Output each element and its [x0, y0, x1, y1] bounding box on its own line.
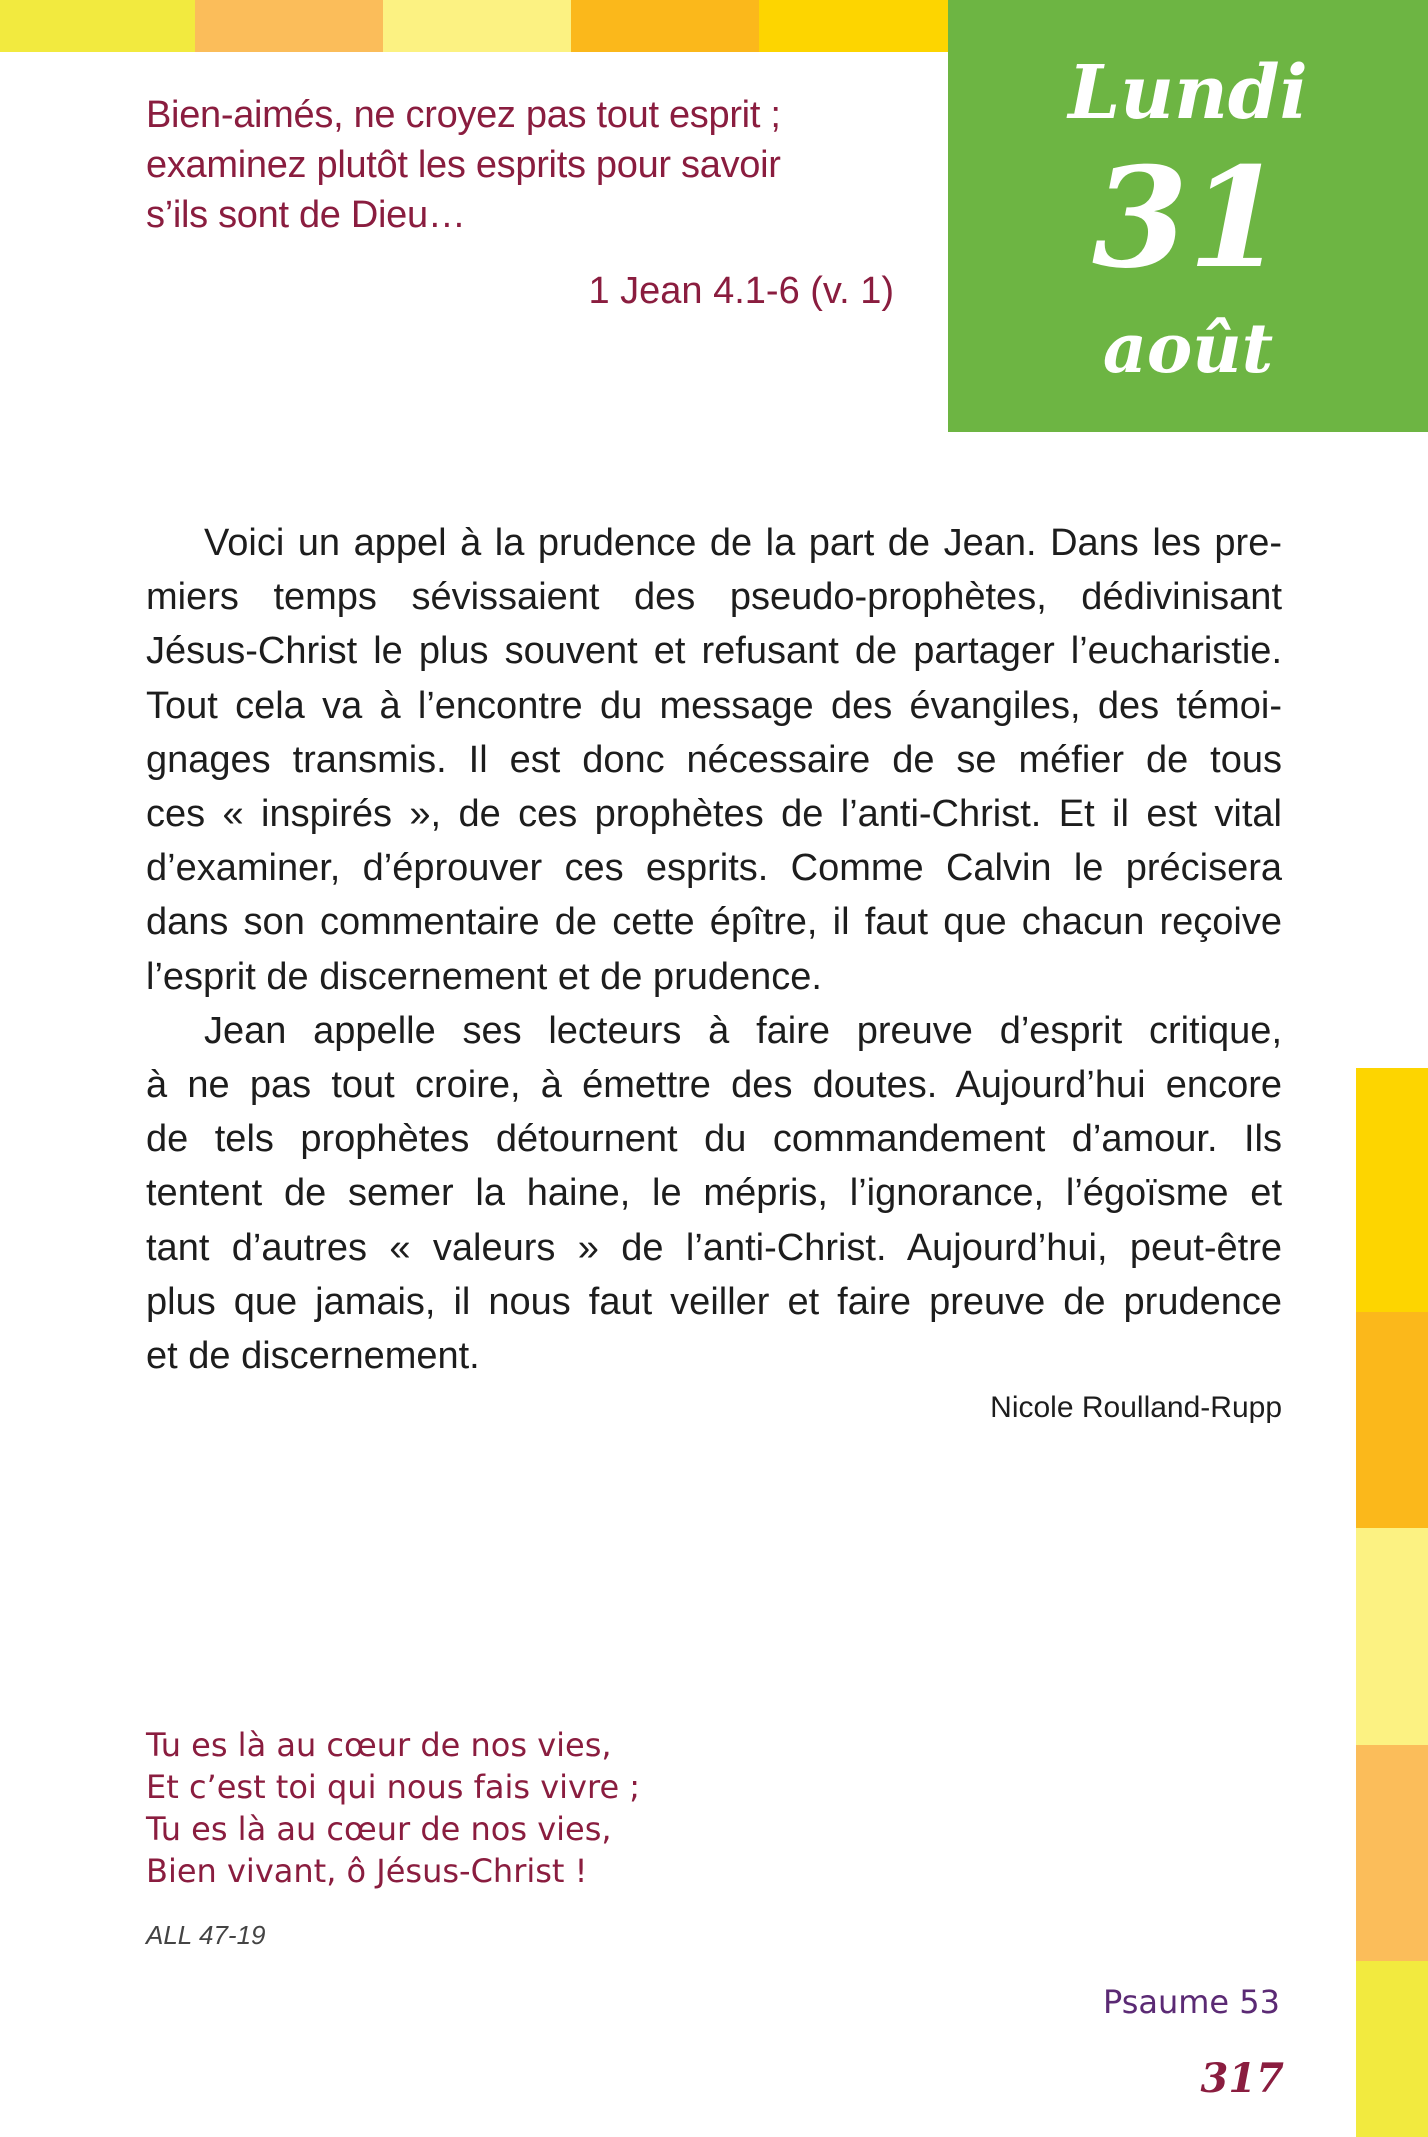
hymn-line: Tu es là au cœur de nos vies,	[146, 1810, 612, 1848]
hymn-line: Tu es là au cœur de nos vies,	[146, 1726, 612, 1764]
page-number: 317	[1200, 2055, 1284, 2102]
body-line: Jésus-Christ le plus souvent et refusant de partager l’eucharistie.	[146, 630, 1282, 673]
day-number: 31	[1091, 136, 1285, 299]
body-line: de tels prophètes détournent du commandement d’amour. Ils	[146, 1118, 1282, 1161]
body-line: et de discernement.	[146, 1335, 480, 1378]
day-name: Lundi	[1068, 50, 1308, 136]
side-color-strip	[1356, 1068, 1428, 2137]
body-line: Tout cela va à l’encontre du message des évangiles, des témoi-	[146, 684, 1282, 727]
strip-segment	[571, 0, 759, 52]
body-line: à ne pas tout croire, à émettre des doutes. Aujourd’hui encore	[146, 1064, 1282, 1107]
hymn-reference: ALL 47-19	[146, 1920, 266, 1950]
strip-segment	[0, 0, 195, 52]
date-tab	[948, 0, 1428, 432]
hymn-line: Bien vivant, ô Jésus-Christ !	[146, 1852, 588, 1890]
author-name: Nicole Roulland-Rupp	[990, 1391, 1282, 1424]
strip-segment	[1356, 1745, 1428, 1961]
psalm-reference: Psaume 53	[1102, 1983, 1280, 2021]
body-line: gnages transmis. Il est donc nécessaire de se méfier de tous	[146, 738, 1282, 781]
verse-line: Bien-aimés, ne croyez pas tout esprit ;	[146, 94, 781, 136]
body-line: ces « inspirés », de ces prophètes de l’anti-Christ. Et il est vital	[146, 793, 1282, 836]
verse-line: s’ils sont de Dieu…	[146, 194, 466, 236]
strip-segment	[1356, 1068, 1428, 1312]
verse-line: examinez plutôt les esprits pour savoir	[146, 144, 781, 186]
month-name: août	[1102, 309, 1274, 389]
strip-segment	[195, 0, 383, 52]
strip-segment	[1356, 1528, 1428, 1745]
hymn-text	[146, 1724, 846, 1892]
verse-reference: 1 Jean 4.1-6 (v. 1)	[588, 270, 894, 312]
strip-segment	[1356, 1312, 1428, 1528]
top-color-strip	[0, 0, 948, 52]
body-line: Voici un appel à la prudence de la part de Jean. Dans les pre-	[204, 522, 1282, 564]
body-line: l’esprit de discernement et de prudence.	[146, 955, 822, 998]
body-line: dans son commentaire de cette épître, il faut que chacun reçoive	[146, 901, 1282, 944]
body-line: miers temps sévissaient des pseudo-prophètes, dédivinisant	[146, 576, 1282, 619]
hymn-line: Et c’est toi qui nous fais vivre ;	[146, 1768, 641, 1806]
body-line: Jean appelle ses lecteurs à faire preuve d’esprit critique,	[204, 1009, 1282, 1052]
strip-segment	[1356, 1961, 1428, 2137]
strip-segment	[759, 0, 948, 52]
body-line: tentent de semer la haine, le mépris, l’ignorance, l’égoïsme et	[146, 1172, 1282, 1215]
strip-segment	[383, 0, 571, 52]
meditation-text	[146, 516, 1282, 1383]
body-line: tant d’autres « valeurs » de l’anti-Christ. Aujourd’hui, peut-être	[146, 1226, 1282, 1269]
body-line: d’examiner, d’éprouver ces esprits. Comme Calvin le précisera	[146, 847, 1282, 890]
verse-text	[146, 90, 906, 240]
body-line: plus que jamais, il nous faut veiller et faire preuve de prudence	[146, 1280, 1282, 1323]
